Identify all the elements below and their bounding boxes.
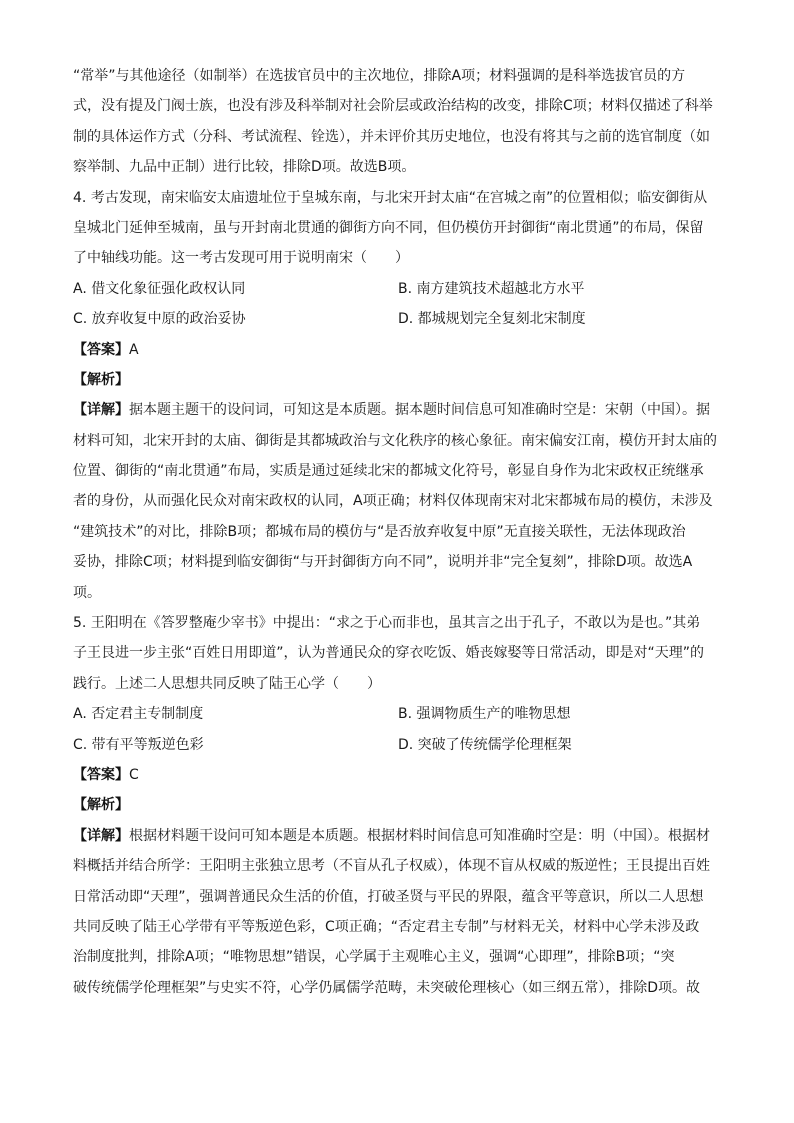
question-stem-line: 4. 考古发现，南宋临安太庙遗址位于皇城东南，与北宋开封太庙“在宫城之南”的位置相似；临安御街从 — [73, 189, 708, 206]
option-a: A. 否定君主专制制度 — [73, 706, 204, 723]
detail-line: 位置、御街的“南北贯通”布局，实质是通过延续北宋的都城文化符号，彰显自身作为北宋政权正统继承 — [73, 463, 704, 480]
q3-explanation-tail — [73, 61, 723, 183]
answer-label: 【答案】 — [73, 341, 129, 358]
answer-label: 【答案】 — [73, 766, 129, 783]
options-row — [73, 730, 723, 760]
detail-line: 共同反映了陆王心学带有平等叛逆色彩，C项正确；“否定君主专制”与材料无关，材料中心学未涉及政 — [73, 918, 700, 935]
option-d: D. 都城规划完全复刻北宋制度 — [398, 311, 586, 328]
detail-line: 项。 — [73, 584, 101, 601]
detail-text: 据本题主题干的设问词，可知这是本质题。据本题时间信息可知准确时空是：宋朝（中国）。据 — [129, 402, 710, 419]
answer-value: A — [129, 341, 139, 358]
analysis-label-line — [73, 790, 723, 820]
detail-line: 治制度批判，排除A项；“唯物思想”错误，心学属于主观唯心主义，强调“心即理”，排除B项；“突 — [73, 949, 675, 966]
text-line: 察举制、九品中正制）进行比较，排除D项。故选B项。 — [73, 159, 416, 176]
options-row — [73, 304, 723, 334]
detail-text: 根据材料题干设问可知本题是本质题。根据材料时间信息可知准确时空是：明（中国）。根据材 — [129, 827, 710, 844]
answer-line — [73, 335, 723, 365]
detail-line: 材料可知，北宋开封的太庙、御街是其都城政治与文化秩序的核心象征。南宋偏安江南，模仿开封太庙的 — [73, 432, 717, 449]
option-c: C. 放弃收复中原的政治妥协 — [73, 311, 246, 328]
question-stem-line: 皇城北门延伸至城南，虽与开封南北贯通的御街方向不同，但仍模仿开封御街“南北贯通”的布局，保留 — [73, 219, 704, 236]
text-line: “常举”与其他途径（如制举）在选拔官员中的主次地位，排除A项；材料强调的是科举选拔官员的方 — [73, 68, 686, 84]
detail-label: 【详解】 — [73, 402, 129, 419]
option-b: B. 强调物质生产的唯物思想 — [398, 706, 571, 723]
detail-line: 料概括并结合所学：王阳明主张独立思考（不盲从孔子权威），体现不盲从权威的叛逆性；王艮提出百姓 — [73, 858, 710, 875]
option-c: C. 带有平等叛逆色彩 — [73, 736, 204, 753]
option-a: A. 借文化象征强化政权认同 — [73, 280, 246, 297]
options-row — [73, 274, 723, 304]
analysis-label: 【解析】 — [73, 797, 129, 814]
question-stem-line: 践行。上述二人思想共同反映了陆王心学（ ） — [73, 675, 381, 692]
detail-label: 【详解】 — [73, 827, 129, 844]
detail-line — [73, 821, 723, 851]
question-4 — [73, 183, 723, 608]
detail-line: 破传统儒学伦理框架”与史实不符，心学仍属儒学范畴，未突破伦理核心（如三纲五常），排除D项。故 — [73, 979, 701, 996]
answer-value: C — [129, 766, 139, 783]
document-page — [73, 61, 723, 1003]
detail-line: “建筑技术”的对比，排除B项；都城布局的模仿与“是否放弃收复中原”无直接关联性，无法体现政治 — [73, 523, 686, 540]
options-row — [73, 699, 723, 729]
text-line: 式，没有提及门阀士族，也没有涉及科举制对社会阶层或政治结构的改变，排除C项；材料仅描述了科举 — [73, 98, 713, 115]
detail-line: 妥协，排除C项；材料提到临安御街“与开封御街方向不同”，说明并非“完全复刻”，排除D项。故选A — [73, 554, 693, 571]
option-b: B. 南方建筑技术超越北方水平 — [398, 280, 585, 297]
analysis-label: 【解析】 — [73, 371, 129, 388]
question-5 — [73, 608, 723, 1003]
detail-line — [73, 395, 723, 425]
option-d: D. 突破了传统儒学伦理框架 — [398, 736, 572, 753]
text-line: 制的具体运作方式（分科、考试流程、铨选），并未评价其历史地位，也没有将其与之前的选官制度（如 — [73, 128, 710, 145]
answer-line — [73, 760, 723, 790]
question-stem-line: 5. 王阳明在《答罗整庵少宰书》中提出：“求之于心而非也，虽其言之出于孔子，不敢以为是也。”其弟 — [73, 615, 701, 632]
analysis-label-line — [73, 365, 723, 395]
question-stem-line: 了中轴线功能。这一考古发现可用于说明南宋（ ） — [73, 250, 409, 267]
detail-line: 者的身份，从而强化民众对南宋政权的认同，A项正确；材料仅体现南宋对北宋都城布局的模仿，未涉及 — [73, 493, 713, 510]
detail-line: 日常活动即“天理”，强调普通民众生活的价值，打破圣贤与平民的界限，蕴含平等意识，所以二人思想 — [73, 888, 704, 905]
question-stem-line: 子王艮进一步主张“百姓日用即道”，认为普通民众的穿衣吃饭、婚丧嫁娶等日常活动，即是对“天理”的 — [73, 645, 705, 662]
